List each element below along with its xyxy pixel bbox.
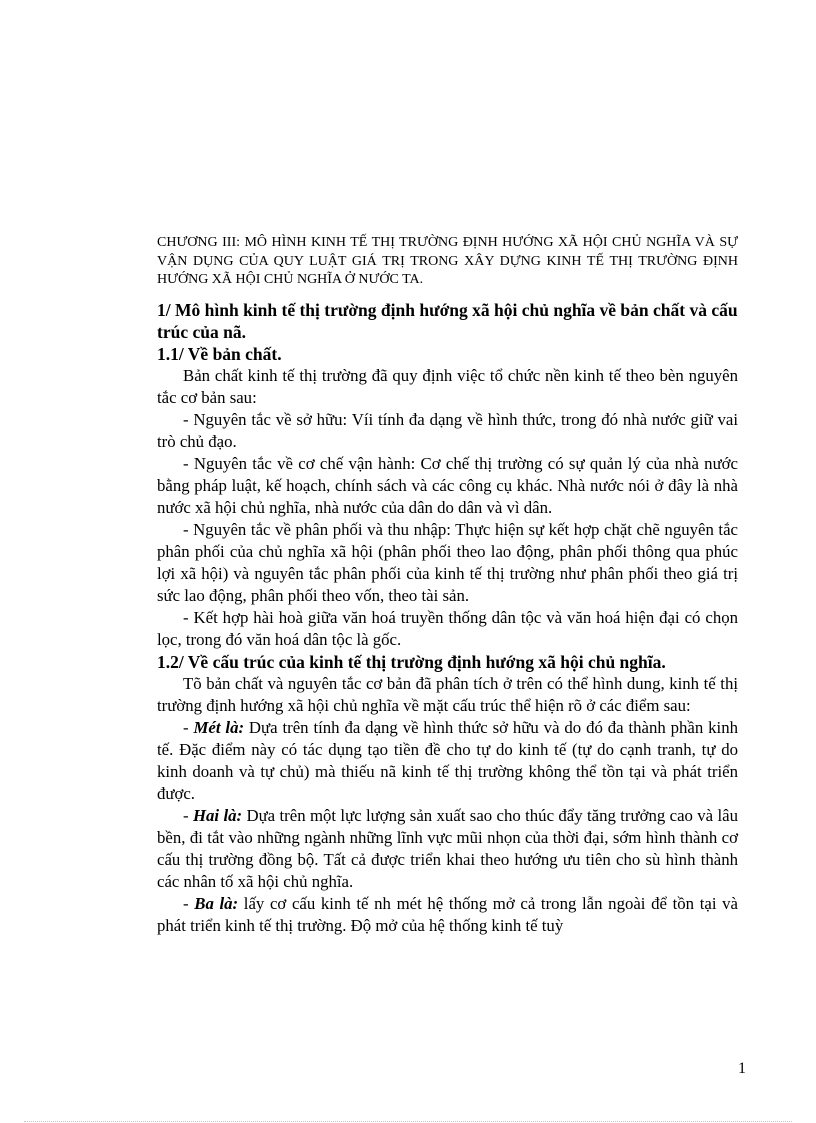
point-one: - Mét là: Dựa trên tính đa dạng về hình thức sở hữu và do đó đa thành phần kinh tế. Đặc điểm này có tác dụng tạo tiền đề cho tự do kinh tế (tự do cạnh tranh, tự do kinh doanh và tự chủ) mà thiếu nã kinh tế thị trường không thể tồn tại và phát triển được. [157, 717, 738, 803]
section-1-2-heading: 1.2/ Về cấu trúc của kinh tế thị trường định hướng xã hội chủ nghĩa. [157, 651, 666, 672]
page-number: 1 [738, 1060, 746, 1077]
point-one-lead: Mét là: [193, 717, 245, 737]
section-1-heading: 1/ Mô hình kinh tế thị trường định hướng xã hội chủ nghĩa về bản chất và cấu trúc của nã. [157, 299, 738, 342]
paragraph-structure-intro: Tõ bản chất và nguyên tắc cơ bản đã phân tích ở trên có thể hình dung, kinh tế thị trường định hướng xã hội chủ nghĩa về mặt cấu trúc thể hiện rõ ở các điểm sau: [157, 673, 738, 715]
section-1-1-heading: 1.1/ Về bản chất. [157, 343, 282, 364]
document-page [157, 234, 738, 937]
point-two: - Hai là: Dựa trên một lực lượng sản xuất sao cho thúc đẩy tăng trưởng cao và lâu bền, đi tắt vào những ngành những lĩnh vực mũi nhọn của thời đại, sớm hình thành cơ cấu thị trường đồng bộ. Tất cả được triển khai theo hướng ưu tiên cho sù hình thành các nhân tố xã hội chủ nghĩa. [157, 805, 738, 891]
point-three: - Ba là: lấy cơ cấu kinh tế nh mét hệ thống mở cả trong lẫn ngoài để tồn tại và phát triển kinh tế thị trường. Độ mở của hệ thống kinh tế tuỳ [157, 893, 738, 935]
point-three-text: lấy cơ cấu kinh tế nh mét hệ thống mở cả trong lẫn ngoài để tồn tại và phát triển kinh tế thị trường. Độ mở của hệ thống kinh tế tuỳ [157, 893, 738, 935]
paragraph-ownership-principle: - Nguyên tắc về sở hữu: Víi tính đa dạng về hình thức, trong đó nhà nước giữ vai trò chủ đạo. [157, 409, 738, 451]
paragraph-principles-intro: Bản chất kinh tế thị trường đã quy định việc tổ chức nền kinh tế theo bèn nguyên tắc cơ bản sau: [157, 365, 738, 407]
page-bottom-divider [24, 1121, 792, 1122]
paragraph-distribution-income: - Nguyên tắc về phân phối và thu nhập: Thực hiện sự kết hợp chặt chẽ nguyên tắc phân phối của chủ nghĩa xã hội (phân phối theo lao động, phân phối thông qua phúc lợi xã hội) và nguyên tắc phân phối của kinh tế thị trường như phân phối theo giá trị sức lao động, phân phối theo vốn, theo tài sản. [157, 519, 738, 605]
point-two-text: Dựa trên một lực lượng sản xuất sao cho thúc đẩy tăng trưởng cao và lâu bền, đi tắt vào những ngành những lĩnh vực mũi nhọn của thời đại, sớm hình thành cơ cấu thị trường đồng bộ. Tất cả được triển khai theo hướng ưu tiên cho sù hình thành các nhân tố xã hội chủ nghĩa. [157, 805, 738, 891]
paragraph-operating-mechanism: - Nguyên tắc về cơ chế vận hành: Cơ chế thị trường có sự quản lý của nhà nước bằng pháp luật, kế hoạch, chính sách và các công cụ khác. Nhà nước nói ở đây là nhà nước xã hội chủ nghĩa, nhà nước của dân do dân và vì dân. [157, 453, 738, 517]
point-three-lead: Ba là: [194, 893, 239, 913]
point-one-text: Dựa trên tính đa dạng về hình thức sở hữu và do đó đa thành phần kinh tế. Đặc điểm này có tác dụng tạo tiền đề cho tự do kinh tế (tự do cạnh tranh, tự do kinh doanh và tự chủ) mà thiếu nã kinh tế thị trường không thể tồn tại và phát triển được. [157, 717, 738, 803]
paragraph-culture-harmony: - Kết hợp hài hoà giữa văn hoá truyền thống dân tộc và văn hoá hiện đại có chọn lọc, trong đó văn hoá dân tộc là gốc. [157, 607, 738, 649]
chapter-title: CHƯƠNG III: MÔ HÌNH KINH TẾ THỊ TRƯỜNG ĐỊNH HƯỚNG XÃ HỘI CHỦ NGHĨA VÀ SỰ VẬN DỤNG CỦA QUY LUẬT GIÁ TRỊ TRONG XÂY DỰNG KINH TẾ THỊ TRƯỜNG ĐỊNH HƯỚNG XÃ HỘI CHỦ NGHĨA Ở NƯỚC TA. [157, 235, 738, 287]
point-two-lead: Hai là: [192, 805, 243, 825]
